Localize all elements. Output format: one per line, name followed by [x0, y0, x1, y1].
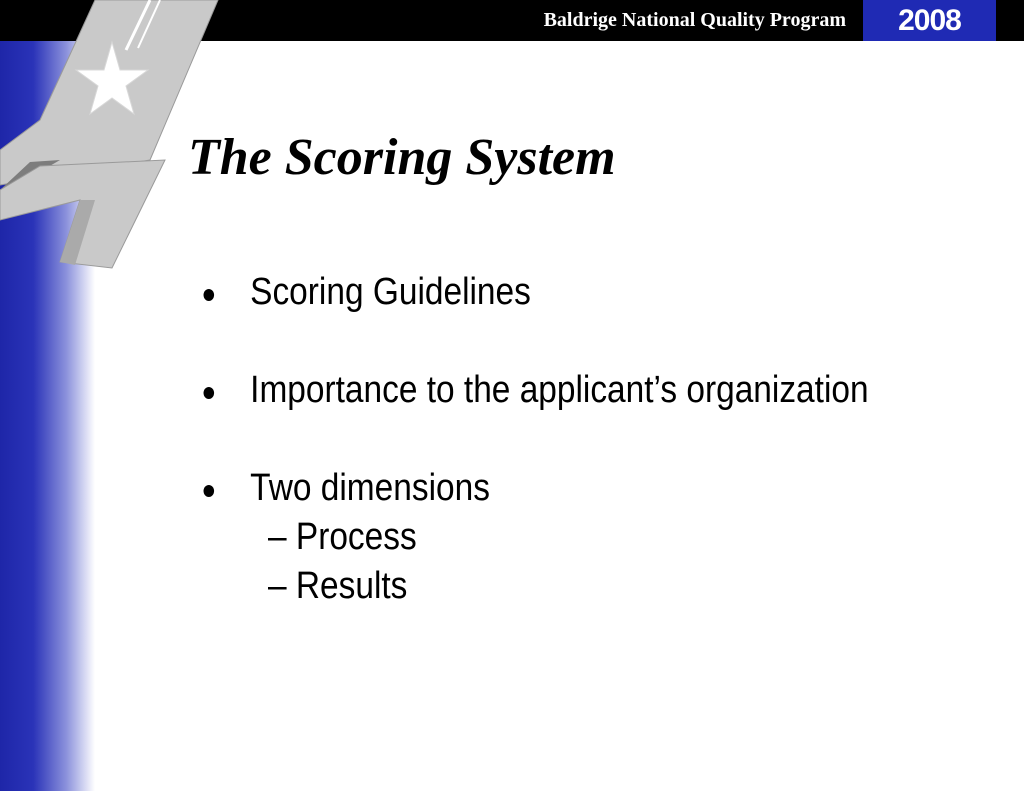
year-badge	[863, 0, 996, 41]
slide-title: The Scoring System	[188, 129, 616, 186]
program-name: Baldrige National Quality Program	[543, 9, 846, 31]
bullet-dot-icon	[204, 387, 215, 399]
year-label: 2008	[898, 4, 961, 37]
bullet-text: Two dimensions	[250, 467, 490, 509]
bullet-dot-icon	[204, 289, 215, 301]
bullet-dot-icon	[204, 485, 215, 497]
sub-bullet-results: – Results	[268, 565, 408, 607]
sub-bullet-process: – Process	[268, 516, 417, 558]
bullet-text: Scoring Guidelines	[250, 271, 531, 313]
bullet-text: Importance to the applicant’s organization	[250, 369, 869, 411]
